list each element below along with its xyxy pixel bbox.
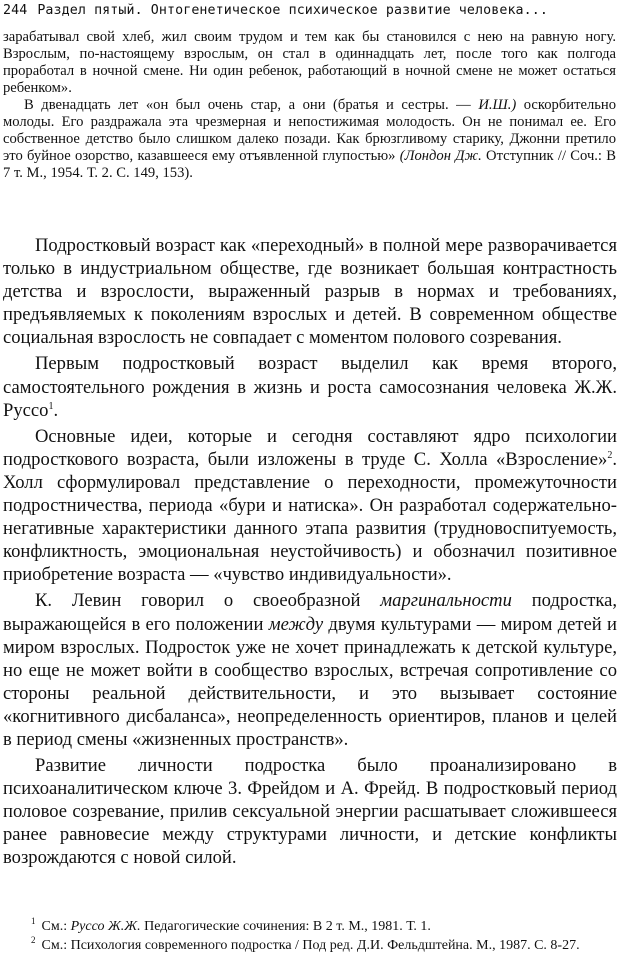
footnote-author: Руссо Ж.Ж. (70, 919, 141, 934)
quotation-block (3, 29, 616, 182)
footnote-text: См.: Психология современного подростка / Под ред. Д.И. Фельдштейна. М., 1987. С. 8-27. (41, 937, 580, 953)
running-title: Раздел пятый. Онтогенетическое психическое развитие человека... (37, 3, 548, 18)
quote-paragraph-2 (3, 97, 616, 182)
paragraph-text: К. Левин говорил о своеобразной (35, 590, 381, 612)
running-header (3, 2, 615, 20)
citation-source: Отступник // Соч.: В 7 т. М., 1954. Т. 2. С. 149, 153). (3, 148, 616, 181)
quote-text: оскорбительно молоды. Его раздражала эта чрезмерная и непостижимая молодость. Он не понимал ее. Его собственное детство было слишком далеко позади. Как брюзгливому старику, Джонни претило это буйное озорство, казавшееся ему отъявленной глупостью» (3, 97, 616, 164)
paragraph-text: двумя культурами — миром детей и миром взрослых. Подросток уже не хочет принадлежать к детской культуре, но еще не может войти в сообщество взрослых, встречая сопротивление со стороны реальной действительности, и это вызывает состояние «когнитивного дисбаланса», неопределенность ориентиров, планов и целей в период смены «жизненных пространств». (3, 613, 618, 750)
author-initials: И.Ш.) (478, 97, 517, 113)
emphasis-term: маргинальности (380, 590, 512, 612)
body-paragraph-3 (3, 425, 617, 587)
footnote-mark: 1 (31, 916, 36, 927)
footnote-ref-1[interactable]: 1 (48, 400, 54, 412)
page-number: 244 (3, 3, 28, 18)
body-paragraph-4 (3, 589, 617, 751)
body-paragraph-1: Подростковый возраст как «переходный» в полной мере разворачивается только в индустриальном обществе, где возникает большая контрастность детства и взрослости, выраженный разрыв в нормах и требованиях, предъявляемых к поколениям взрослых и детей. В современном обществе социальная взрослость не совпадает с моментом полового созревания. (3, 235, 617, 349)
paragraph-text: подростка, выражающейся в его положении (3, 590, 617, 635)
paragraph-text: Основные идеи, которые и сегодня составляют ядро психологии подросткового возраста, были изложены в труде С. Холла «Взросление» (3, 425, 617, 470)
body-paragraph-5: Развитие личности подростка было проанализировано в психоаналитическом ключе 3. Фрейдом и А. Фрейд. В подростковый период половое созревание, прилив сексуальной энергии расшатывает сложившееся ранее равновесие между структурами личности, и детские конфликты возрождаются с новой силой. (3, 755, 617, 869)
quote-text: В двенадцать лет «он был очень стар, а они (братья и сестры. — (24, 97, 479, 113)
footnote-mark: 2 (31, 934, 36, 945)
emphasis-term: между (268, 613, 324, 635)
footnote-1 (3, 918, 617, 937)
main-text (3, 234, 617, 870)
paragraph-text: . (53, 399, 59, 421)
paragraph-text: . Холл сформулировал представление о переходности, промежуточности подростничества, периода «бури и натиска». Он разработал содержательно-негативные характеристики данного этапа развития (трудновоспитуемость, конфликтность, эмоциональная неустойчивость) и обозначил позитивное приобретение возраста — «чувство индивидуальности». (3, 448, 617, 586)
footnote-text: См.: (41, 919, 71, 934)
footnotes (3, 918, 617, 955)
citation-author: (Лондон Дж. (399, 148, 482, 164)
paragraph-text: Первым подростковый возраст выделил как время второго, самостоятельного рождения в жизнь и роста самосознания человека Ж.Ж. Руссо (3, 353, 617, 421)
body-paragraph-2 (3, 352, 617, 421)
footnote-text: Педагогические сочинения: В 2 т. М., 1981. Т. 1. (140, 919, 431, 934)
footnote-ref-2[interactable]: 2 (607, 449, 613, 461)
footnote-2 (3, 934, 617, 956)
quote-paragraph-1: зарабатывал свой хлеб, жил своим трудом и тем как бы становился с нею на равную ногу. Взрослым, по-настоящему взрослым, он стал в одиннадцать лет, после того как полгода проработал в ночной смене. Ни один ребенок, работающий в ночной смене не может остаться ребенком». (3, 29, 616, 96)
